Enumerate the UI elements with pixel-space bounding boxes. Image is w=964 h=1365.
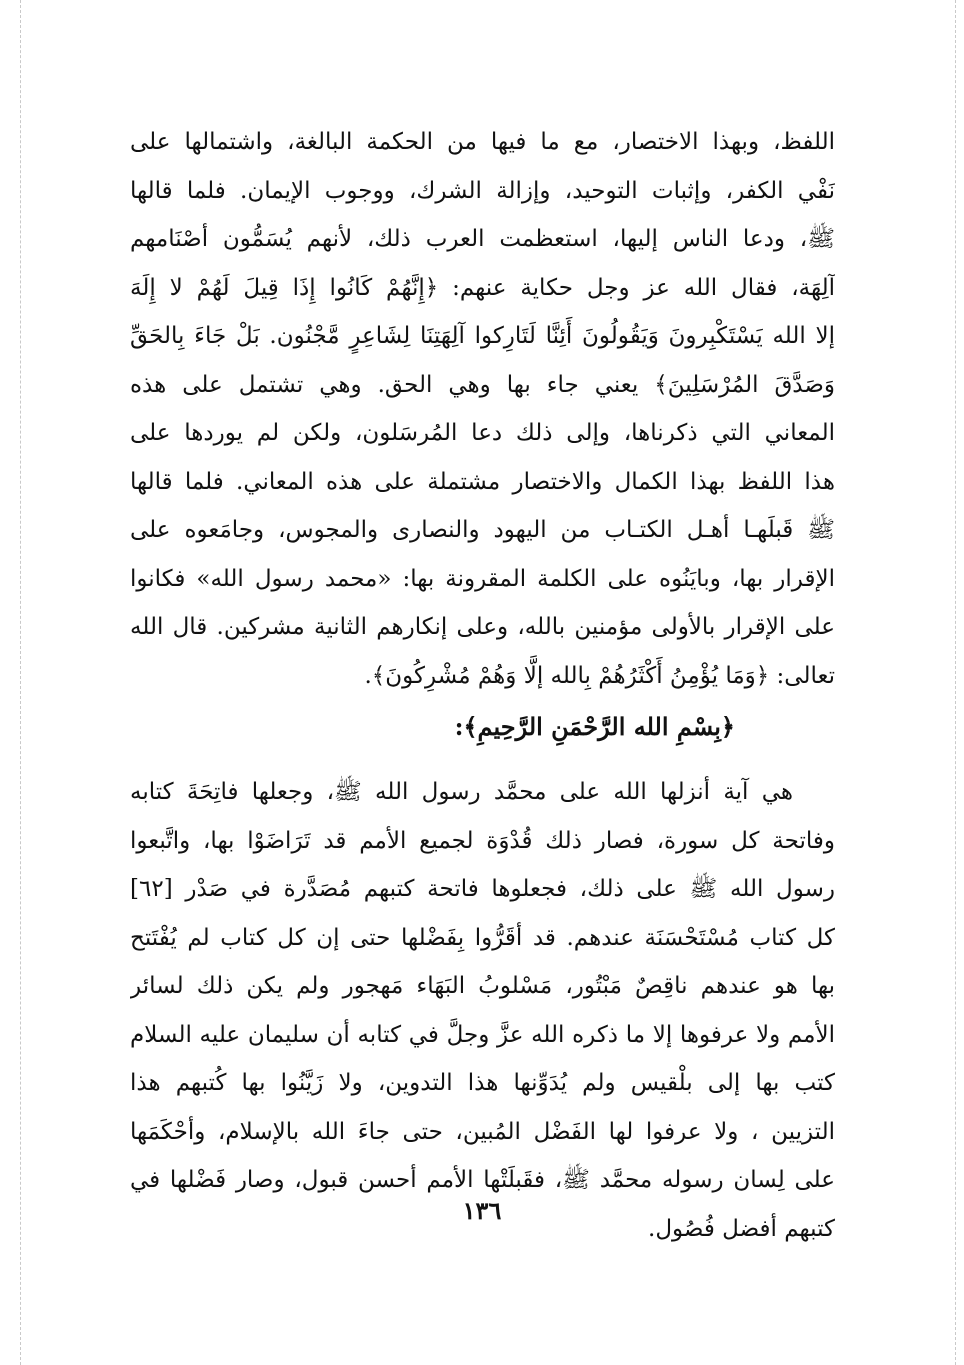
text-line: على لِسان رسوله محمَّد ﷺ، فقَبلَتْها الأمم أحسن قبول، وصار فَضْلها في <box>130 1167 835 1193</box>
text-line: إلا الله يَسْتَكْبِرونَ وَيَقُولُونَ أَئِنَّا لَتَارِكوا آلِهَتِنَا لِشَاعِرٍ مَّجْنُون. بَلْ جَاءَ بِالحَقِّ <box>130 323 835 349</box>
text-line: على الإقرار بالأولى مؤمنين بالله، وعلى إنكارهم الثانية مشركين. قال الله <box>130 614 835 640</box>
text-line: كتبهم أفضل فُصُول. <box>648 1215 835 1242</box>
paragraph-1 <box>130 118 835 700</box>
text-line: هذا اللفظ بهذا الكمال والاختصار مشتملة على هذه المعاني. فلما قالها <box>130 468 835 495</box>
text-line: ﷺ قَبلَهـا أهـل الكتـاب من اليهود والنصارى والمجوس، وجامَعوه على <box>130 517 835 543</box>
text-line: كتب بها إلى بلْقيس ولم يُدَوِّنها هذا التدوين، ولا زَيَّنُوا بها كُتبهم هذا <box>130 1070 835 1096</box>
scan-edge-left <box>20 0 21 1365</box>
text-line: ﷺ، ودعا الناس إليها، استعظمت العرب ذلك، لأنهم يُسَمُّون أصْنَامهم <box>130 226 835 252</box>
text-line: كل كتاب مُسْتَحْسَنَة عندهم. قد أقَرُّوا بِفَضْلها حتى إن كل كتاب لم يُفْتَتح <box>130 924 835 951</box>
text-line: وفاتحة كل سورة، فصار ذلك قُدْوَة لجميع الأمم قد تَرَاضَوْا بها، واتَّبعوا <box>130 827 835 854</box>
section-heading: ﴿بِسْمِ الله الرَّحْمَنِ الرَّحِيمِ﴾: <box>454 712 735 741</box>
text-line: آلِهَة، فقال الله عز وجل حكاية عنهم: ﴿إِنَّهُمْ كَانُوا إِذَا قِيلَ لَهُمْ لا إِلَهَ <box>130 274 835 301</box>
text-line: هي آية أنزلها الله على محمَّد رسول الله ﷺ، وجعلها فاتِحَةَ كتابه <box>130 779 793 805</box>
text-line: تعالى: ﴿وَمَا يُؤْمِنُ أَكْثَرُهُمْ بِالله إلَّا وَهُمْ مُشْرِكُونَ﴾. <box>364 662 835 689</box>
scan-edge-right <box>955 0 956 1365</box>
text-line: نَفْي الكفر، وإثبات التوحيد، وإزالة الشرك، ووجوب الإيمان. فلما قالها <box>130 177 835 204</box>
text-line: التزيين ، ولا عرفوا لها الفَضْل المُبين، حتى جاءَ الله بالإسلام، وأحْكَمَها <box>130 1118 835 1145</box>
text-line: الأمم ولا عرفوها إلا ما ذكره الله عزَّ وجلَّ في كتابه أن سليمان عليه السلام <box>130 1021 835 1048</box>
text-line: الإقرار بها، وبايَنُوه على الكلمة المقرونة بها: «محمد رسول الله» فكانوا <box>130 565 835 592</box>
text-line: رسول الله ﷺ على ذلك، فجعلوها فاتحة كتبهم مُصَدَّرة في صَدْر [٦٢] <box>130 876 835 902</box>
text-line: بها هو عندهم ناقِصٌ مَبْتُور، مَسْلوبُ البَهَاء مَهجور ولم يكن ذلك لسائر <box>130 973 835 999</box>
text-line: وَصَدَّقَ المُرْسَلِينَ﴾ يعني جاء بها وهي الحق. وهي تشتمل على هذه <box>130 371 835 398</box>
text-line: اللفظ، وبهذا الاختصار، مع ما فيها من الحكمة البالغة، واشتمالها على <box>130 129 835 155</box>
paragraph-2 <box>130 768 835 1253</box>
page-body <box>130 118 835 1253</box>
text-line: المعاني التي ذكرناها، وإلى ذلك دعا المُرسَلون، ولكن لم يوردها على <box>130 420 835 446</box>
page-number: ١٣٦ <box>462 1196 502 1225</box>
